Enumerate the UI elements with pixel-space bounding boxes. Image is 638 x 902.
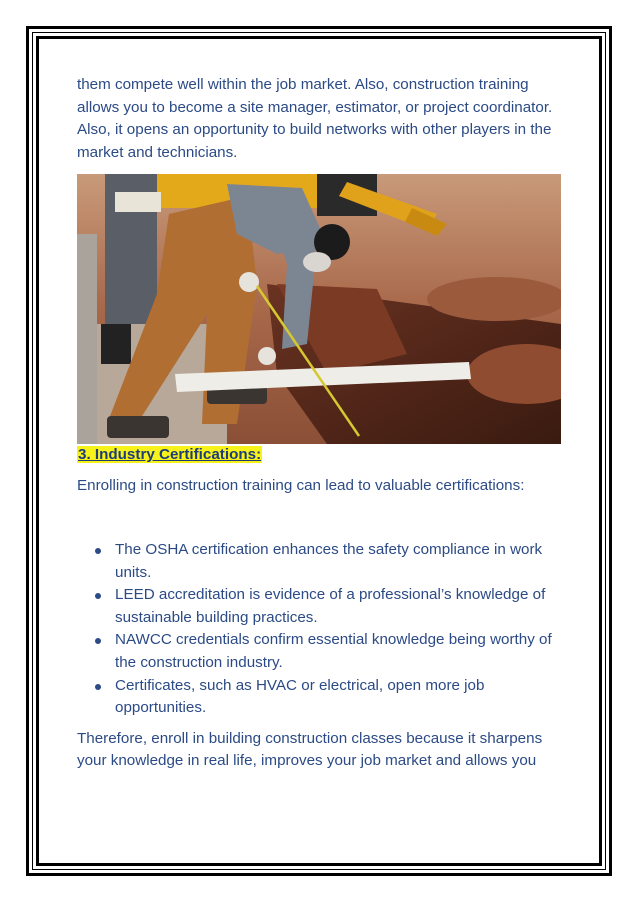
list-item: NAWCC credentials confirm essential knowledge being worthy of the construction industry. <box>77 629 563 674</box>
construction-photo <box>77 174 561 444</box>
bullet-icon <box>95 593 101 599</box>
list-item: Certificates, such as HVAC or electrical, open more job opportunities. <box>77 675 563 720</box>
bullet-icon <box>95 684 101 690</box>
intro-paragraph: them compete well within the job market. Also, construction training allows you to become a site manager, estimator, or project coordinator. Also, it opens an opportunity to build networks with other players in the market and technicians. <box>77 76 553 161</box>
certification-list <box>77 539 563 720</box>
closing-paragraph: Therefore, enroll in building construction classes because it sharpens your knowledge in real life, improves your job market and allows you <box>77 729 543 770</box>
bullet-icon <box>95 548 101 554</box>
section-intro: Enrolling in construction training can lead to valuable certifications: <box>77 477 525 495</box>
bullet-icon <box>95 638 101 644</box>
page-content <box>77 74 563 773</box>
list-item: LEED accreditation is evidence of a professional’s knowledge of sustainable building practices. <box>77 584 563 629</box>
list-item: The OSHA certification enhances the safety compliance in work units. <box>77 539 563 584</box>
section-heading: 3. Industry Certifications: <box>78 446 262 464</box>
